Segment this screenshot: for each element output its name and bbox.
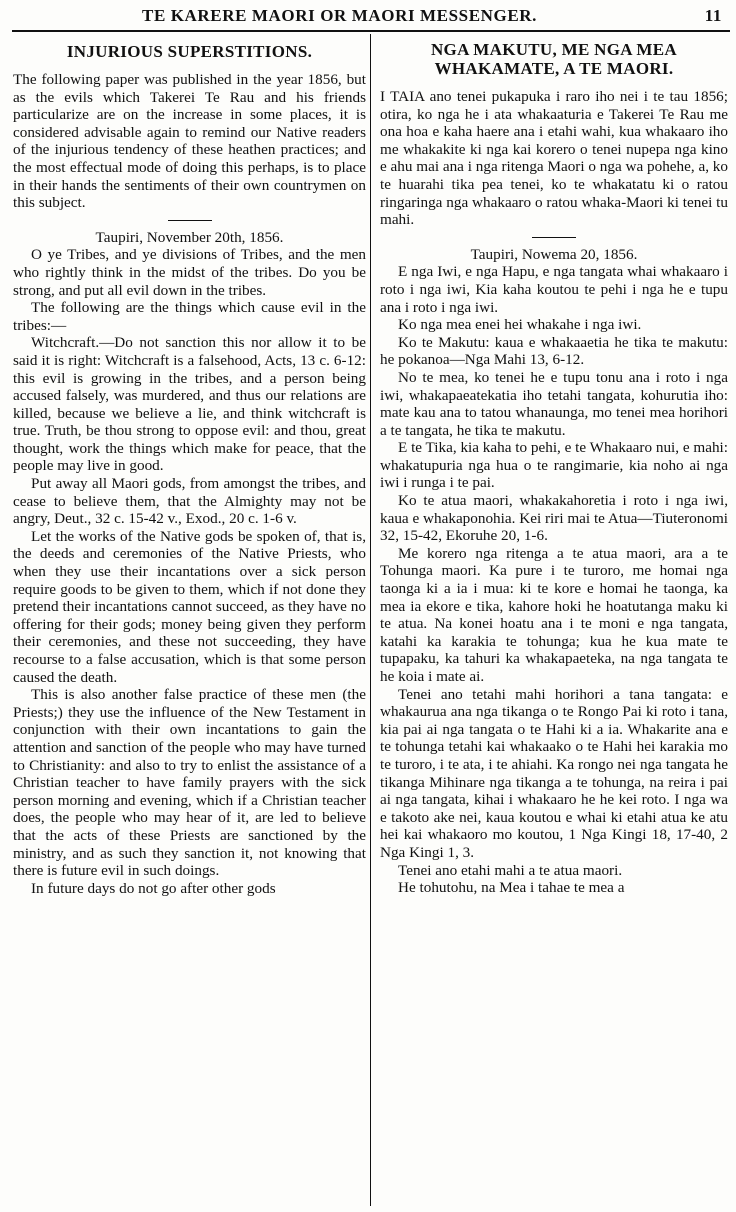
dateline: Taupiri, November 20th, 1856. [95, 228, 284, 246]
body-paragraph: Ko te Makutu: kaua e whakaaetia he tika te makutu: he pokanoa—Nga Mahi 13, 6-12. [380, 333, 728, 369]
body-paragraph: Let the works of the Native gods be spoken of, that is, the deeds and ceremonies of the Native Priests, who when they use their incantations over a sick person require goods to be given to them, which if not done they pretend their incantations cannot succeed, as they have no offering for their gods; money being given they perform their ceremonies, and these not succeeding, they have recourse to a false accusation, which is that some person caused the death. [13, 527, 366, 686]
body-paragraph: He tohutohu, na Mea i tahae te mea a [398, 879, 625, 897]
page-number: 11 [704, 6, 722, 25]
dateline: Taupiri, Nowema 20, 1856. [470, 245, 638, 263]
body-paragraph: No te mea, ko tenei he e tupu tonu ana i roto i nga iwi, whakapaeatekatia iho tetahi tangata, kohurutia iho: mate kau ana to tatou whanaunga, mo tenei mea horihori a te tangata, he tika te makutu. [380, 368, 728, 439]
body-paragraph: Ko te atua maori, whakakahoretia i roto i nga iwi, kaua e whakaponohia. Kei riri mai te Atua—Tiuteronomi 32, 15-42, Ekoruhe 20, 1-6. [380, 492, 728, 545]
article-heading-maori: NGA MAKUTU, ME NGA MEA WHAKAMATE, A TE MAORI. [430, 40, 677, 78]
body-paragraph: The following are the things which cause evil in the tribes:— [13, 299, 366, 334]
section-rule [532, 237, 576, 238]
body-paragraph: This is also another false practice of these men (the Priests;) they use the influence of the New Testament in conjunction with their own incantations to gain the attention and sanction of the people who may have turned to Christianity: and also to try to enlist the assistance of a Christian teacher to have family prayers with the sick person morning and evening, which if a Christian teacher does, the people who may hear of it, are led to believe that the acts of these Priests are sanctioned by the ministry, and as such they sanction it, not knowing that there is future evil in such doings. [13, 686, 366, 880]
maori-column [380, 36, 728, 897]
column-divider [370, 34, 371, 1206]
running-head [14, 4, 728, 28]
body-paragraph: Put away all Maori gods, from amongst the tribes, and cease to believe them, that the Almighty may not be angry, Deut., 32 c. 15-42 v., Exod., 20 c. 1-6 v. [13, 475, 366, 528]
body-paragraph: Tenei ano tetahi mahi horihori a tana tangata: e whakaurua ana nga tikanga o te Rongo Pai ki roto i tana, kia pai ai nga tangata o te Hahi ki a ia. Whakarite ana e te tohunga tetahi kai whakaako o te Hahi hei karakia mo te turoro, i te ata, i te ahiahi. Ka rongo nei nga tangata he tikanga Mihinare nga tikanga a te tohunga, na reira i pai ai nga tangata, kihai i whakaaro he he kei roto. I nga wa e takoto ake nei, kaua koutou e whai ki etahi atua ke atu hei kai whakaoro mo koutou, 1 Nga Kingi 18, 17-40, 2 Nga Kingi 1, 3. [380, 685, 728, 861]
body-paragraph: Witchcraft.—Do not sanction this nor allow it to be said it is right: Witchcraft is a falsehood, Acts, 13 c. 6-12: this evil is growing in the tribes, and a person being accused falsely, was murdered, and thus our relations are killed, because we believe a lie, and think witchcraft is true. Truth, be thou strong to oppose evil: and thou, great thought, work the things which make for peace, that the people may live in good. [13, 334, 366, 475]
english-column [13, 36, 366, 897]
intro-paragraph: The following paper was published in the year 1856, but as the evils which Takerei Te Rau and his friends particularize are on the increase in some places, it is considered advisable again to remind our Native readers of the injurious tendency of these heathen practices; and the most effectual mode of doing this perhaps, is to place in their hands the sentiments of their own countrymen on this subject. [13, 71, 366, 212]
body-paragraph: Ko nga mea enei hei whakahe i nga iwi. [398, 316, 642, 334]
masthead-title: TE KARERE MAORI OR MAORI MESSENGER. [142, 6, 538, 25]
body-paragraph: E nga Iwi, e nga Hapu, e nga tangata whai whakaaro i roto i nga iwi, Kia kaha koutou te pehi i nga he e tupu ana i roto i nga iwi. [380, 263, 728, 316]
header-rule [12, 30, 730, 32]
body-paragraph: In future days do not go after other gods [31, 879, 276, 897]
body-paragraph: O ye Tribes, and ye divisions of Tribes, and the men who rightly think in the midst of the tribes. Do you be strong, and put all evil down in the tribes. [13, 246, 366, 299]
body-paragraph: E te Tika, kia kaha to pehi, e te Whakaaro nui, e mahi: whakatupuria nga hua o te rangimarie, kia noho ai nga iwi i runga i te pai. [380, 439, 728, 492]
section-rule [168, 220, 212, 221]
intro-paragraph: I TAIA ano tenei pukapuka i raro iho nei i te tau 1856; otira, ko nga he i ata whakaaturia e Takerei Te Rau me ona hoa e kaha haere ana i etahi wahi, kua whakaaro iho me whakakite ki nga kai korero o tenei nupepa nga kino e ahu mai ana i nga ritenga Maori o nga wa pohehe, a, ko te huarahi tika pea tenei, ko te whakatatu ki o ratou ringaringa nga whakaaro o ratou whaka-Maori ki tenei tu mahi. [380, 88, 728, 229]
article-heading-english: INJURIOUS SUPERSTITIONS. [66, 42, 313, 61]
body-paragraph: Me korero nga ritenga a te atua maori, ara a te Tohunga maori. Ka pure i te turoro, me homai nga taonga ki a ia i mua: ki te kore e homai he taonga, ka mea ia ekore e tika, kahore hoki he hoatutanga maku ki te atua. Na konei hoatu ana i te moni e nga tangata, katahi ka karakia te tohunga; kua he kua mate te tupapaku, ka tahuri ka whakapaeteka, na nga tangata te he koia i mate ai. [380, 544, 728, 685]
body-paragraph: Tenei ano etahi mahi a te atua maori. [398, 861, 623, 879]
